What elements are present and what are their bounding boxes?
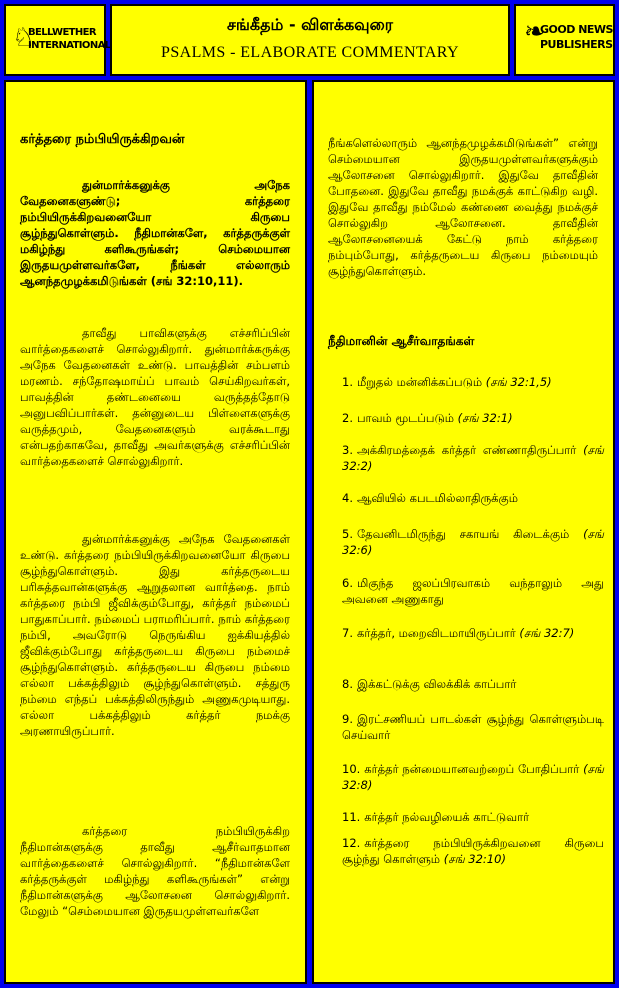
logo-right-line1: GOOD NEWS — [540, 23, 613, 36]
blessing-item: 1. மீறுதல் மன்னிக்கப்படும் (சங் 32:1,5) — [342, 375, 552, 389]
blessing-item: 3. அக்கிரமத்தைக் கர்த்தர் எண்ணாதிருப்பார் (சங் 32:2) — [342, 443, 604, 473]
blessing-item: 5. தேவனிடமிருந்து சகாயங் கிடைக்கும் (சங் 32:6) — [342, 527, 604, 557]
bird-icon: ❧ — [524, 17, 546, 47]
left-column — [4, 80, 307, 984]
paragraph: கர்த்தரை நம்பியிருக்கிற நீதிமான்களுக்கு தாவீது ஆசீர்வாதமான வார்த்தைகளைச் சொல்லுகிறார். “நீதிமான்களே கர்த்தருக்குள் மகிழ்ந்து களிகூருங்கள்” என்று நீதிமான்களுக்கு ஆலோசனை சொல்லுகிறார். மேலும் “செம்மையான இருதயமுள்ளவர்களே — [20, 824, 290, 918]
logo-left-line2: INTERNATIONAL — [28, 40, 111, 51]
blessing-item: 2. பாவம் மூடப்படும் (சங் 32:1) — [342, 411, 513, 425]
intro-quote: துன்மார்க்கனுக்கு அநேக வேதனைகளுண்டு; கர்த்தரை நம்பியிருக்கிறவனையோ கிருபை சூழ்ந்துகொள்ளும். நீதிமான்களே, கர்த்தருக்குள் மகிழ்ந்து களிகூருங்கள்; செம்மையான இருதயமுள்ளவர்களே, நீங்கள் எல்லாரும் ஆனந்தமுழக்கமிடுங்கள் (சங் 32:10,11). — [20, 178, 290, 288]
section-heading: கர்த்தரை நம்பியிருக்கிறவன் — [20, 132, 185, 147]
paragraph: தாவீது பாவிகளுக்கு எச்சரிப்பின் வார்த்தைகளைச் சொல்லுகிறார். துன்மார்க்கருக்கு அநேக வேதனைகள் உண்டு. பாவத்தின் சம்பளம் மரணம். சந்தோஷமாய்ப் பாவம் செய்கிறவர்கள், பாவத்தின் தண்டனையை வருத்தத்தோடு அனுபவிப்பார்கள். தன்னுடைய பிள்ளைகளுக்கு வருத்தமும், வேதனைகளும் வரக்கூடாது என்பதற்காகவே, தாவீது அவர்களுக்கு எச்சரிப்பின் வார்த்தைகளைச் சொல்லுகிறார். — [20, 326, 290, 468]
blessing-item: 8. இக்கட்டுக்கு விலக்கிக் காப்பார் — [342, 677, 517, 691]
blessing-item: 12. கர்த்தரை நம்பியிருக்கிறவனை கிருபை சூழ்ந்து கொள்ளும் (சங் 32:10) — [342, 836, 604, 866]
right-column — [312, 80, 615, 984]
paragraph: துன்மார்க்கனுக்கு அநேக வேதனைகள் உண்டு. கர்த்தரை நம்பியிருக்கிறவனையோ கிருபை சூழ்ந்துகொள்ளும். இது கர்த்தருடைய பரிசுத்தவான்களுக்கு ஆறுதலான வார்த்தை. நாம் கர்த்தரை நம்பி ஜீவிக்கும்போது, கர்த்தர் நம்மைப் பாதுகாப்பார். நம்மைப் பராமரிப்பார். நாம் கர்த்தரை நம்பி, அவரோடு நெருங்கிய ஐக்கியத்தில் ஜீவிக்கும்போது கர்த்தருடைய கிருபை நம்மைச் சூழ்ந்துகொள்ளும். கர்த்தருடைய கிருபை நம்மை எல்லா பக்கத்திலும் சூழ்ந்துகொள்ளும். சத்துரு நம்மை எந்தப் பக்கத்திலிருந்தும் அணுகமுடியாது. எல்லா பக்கத்திலும் கர்த்தர் நமக்கு அரணாயிருப்பார். — [20, 532, 290, 738]
good-news-logo — [514, 4, 615, 76]
title-english: PSALMS - ELABORATE COMMENTARY — [161, 44, 459, 61]
logo-right-line2: PUBLISHERS — [540, 38, 613, 51]
title-tamil: சங்கீதம் - விளக்கவுரை — [226, 15, 393, 34]
blessing-item: 11. கர்த்தர் நல்வழியைக் காட்டுவார் — [342, 810, 530, 824]
blessing-item: 7. கர்த்தர், மறைவிடமாயிருப்பார் (சங் 32:7) — [342, 626, 575, 640]
blessing-item: 4. ஆவியில் கபடமில்லாதிருக்கும் — [342, 491, 518, 505]
blessing-item: 6. மிகுந்த ஜலப்பிரவாகம் வந்தாலும் அது அவனை அணுகாது — [342, 576, 604, 606]
blessing-item: 10. கர்த்தர் நன்மையானவற்றைப் போதிப்பார் (சங் 32:8) — [342, 762, 604, 792]
blessings-heading: நீதிமானின் ஆசீர்வாதங்கள் — [328, 334, 475, 348]
page-title — [110, 4, 510, 76]
bellwether-logo — [4, 4, 111, 76]
continued-paragraph: நீங்களெல்லாரும் ஆனந்தமுழக்கமிடுங்கள்” என்று செம்மையான இருதயமுள்ளவர்களுக்கும் ஆலோசனை சொல்லுகிறார். இதுவே தாவீதின் போதனை. இதுவே தாவீது நமக்குக் காட்டுகிற வழி. இதுவே தாவீது நம்மேல் கண்ணை வைத்து நமக்குச் சொல்லுகிற ஆலோசனை. தாவீதின் ஆலோசனையைக் கேட்டு நாம் கர்த்தரை நம்பும்போது, கர்த்தருடைய கிருபை நம்மையும் சூழ்ந்துகொள்ளும். — [328, 136, 598, 278]
lighthouse-icon: ♘ — [12, 23, 36, 53]
logo-left-line1: BELLWETHER — [28, 27, 97, 38]
blessing-item: 9. இரட்சணியப் பாடல்கள் சூழ்ந்து கொள்ளும்படி செய்வார் — [342, 712, 604, 742]
